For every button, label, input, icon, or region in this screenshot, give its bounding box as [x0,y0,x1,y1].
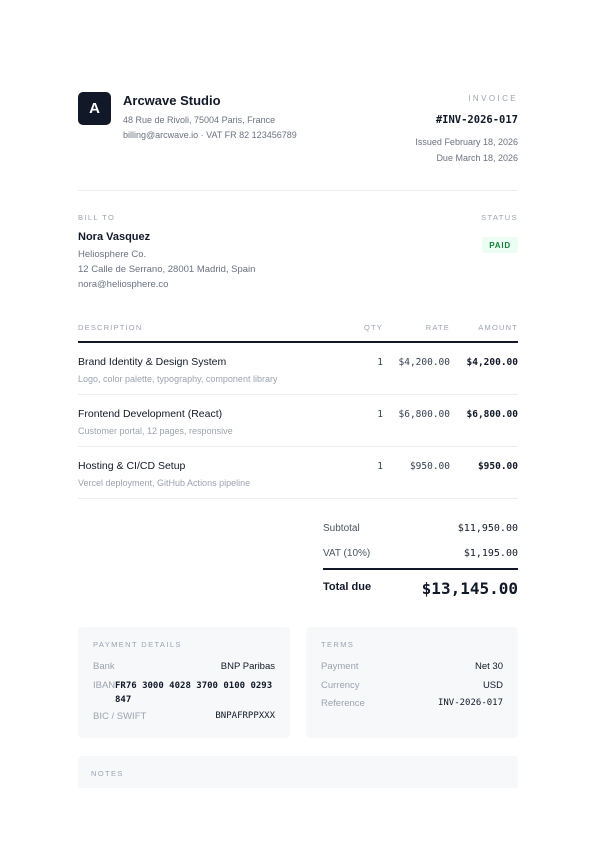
currency-value: USD [482,680,503,691]
company-name: Arcwave Studio [123,93,221,108]
reference-label: Reference [321,698,365,709]
table-row [78,447,518,499]
item-qty: 1 [377,409,383,420]
payment-terms-value: Net 30 [475,661,503,672]
subtotal-value: $11,950.00 [457,523,518,534]
item-qty: 1 [377,357,383,368]
item-title: Brand Identity & Design System [78,356,227,368]
company-address: 48 Rue de Rivoli, 75004 Paris, France [123,115,276,125]
col-amount: AMOUNT [478,323,518,332]
table-row [78,343,518,395]
bank-value: BNP Paribas [220,661,275,672]
total-due-value: $13,145.00 [421,579,518,598]
due-date: Due March 18, 2026 [436,153,518,163]
client-name: Nora Vasquez [78,231,151,243]
item-title: Hosting & CI/CD Setup [78,460,186,472]
client-company: Heliosphere Co. [78,249,147,260]
payment-caption: PAYMENT DETAILS [93,640,182,649]
reference-value: INV-2026-017 [437,698,503,708]
notes-panel [78,756,518,788]
item-amount: $6,800.00 [466,409,518,420]
notes-caption: NOTES [91,769,124,778]
vat-value: $1,195.00 [463,548,518,559]
logo-letter: A [89,100,100,117]
invoice-label: INVOICE [468,94,518,103]
col-description: DESCRIPTION [78,323,143,332]
item-amount: $4,200.00 [466,357,518,368]
terms-panel [306,627,518,738]
header-divider [78,190,518,191]
item-subtitle: Logo, color palette, typography, component library [78,374,278,384]
payment-details-panel [78,627,290,738]
terms-caption: TERMS [321,640,355,649]
status-caption: STATUS [481,213,518,222]
iban-label: IBAN [93,680,116,691]
col-rate: RATE [425,323,450,332]
iban-value: FR76 3000 4028 3700 0100 0293 847 [115,681,273,705]
bic-value: BNPAFRPPXXX [215,711,275,721]
invoice-number: #INV-2026-017 [435,114,518,126]
payment-terms-label: Payment [321,661,359,672]
issued-date: Issued February 18, 2026 [415,137,518,147]
client-email: nora@heliosphere.co [78,279,169,290]
item-rate: $6,800.00 [398,409,450,420]
item-qty: 1 [377,461,383,472]
item-subtitle: Customer portal, 12 pages, responsive [78,426,233,436]
item-title: Frontend Development (React) [78,408,223,420]
bank-label: Bank [93,661,115,672]
bill-to-caption: BILL TO [78,213,116,222]
totals-rule [323,568,518,570]
item-subtitle: Vercel deployment, GitHub Actions pipeline [78,478,251,488]
status-badge: PAID [482,237,518,253]
bic-label: BIC / SWIFT [93,711,147,722]
company-logo [78,92,111,125]
client-address: 12 Calle de Serrano, 28001 Madrid, Spain [78,264,256,275]
item-rate: $4,200.00 [398,357,450,368]
currency-label: Currency [321,680,360,691]
vat-label: VAT (10%) [323,548,371,559]
item-amount: $950.00 [477,461,518,472]
table-row [78,395,518,447]
company-contact: billing@arcwave.io · VAT FR 82 123456789 [123,130,297,140]
subtotal-label: Subtotal [323,523,360,534]
col-qty: QTY [363,323,383,332]
item-rate: $950.00 [409,461,450,472]
total-due-label: Total due [323,581,372,593]
invoice-page [78,0,518,843]
